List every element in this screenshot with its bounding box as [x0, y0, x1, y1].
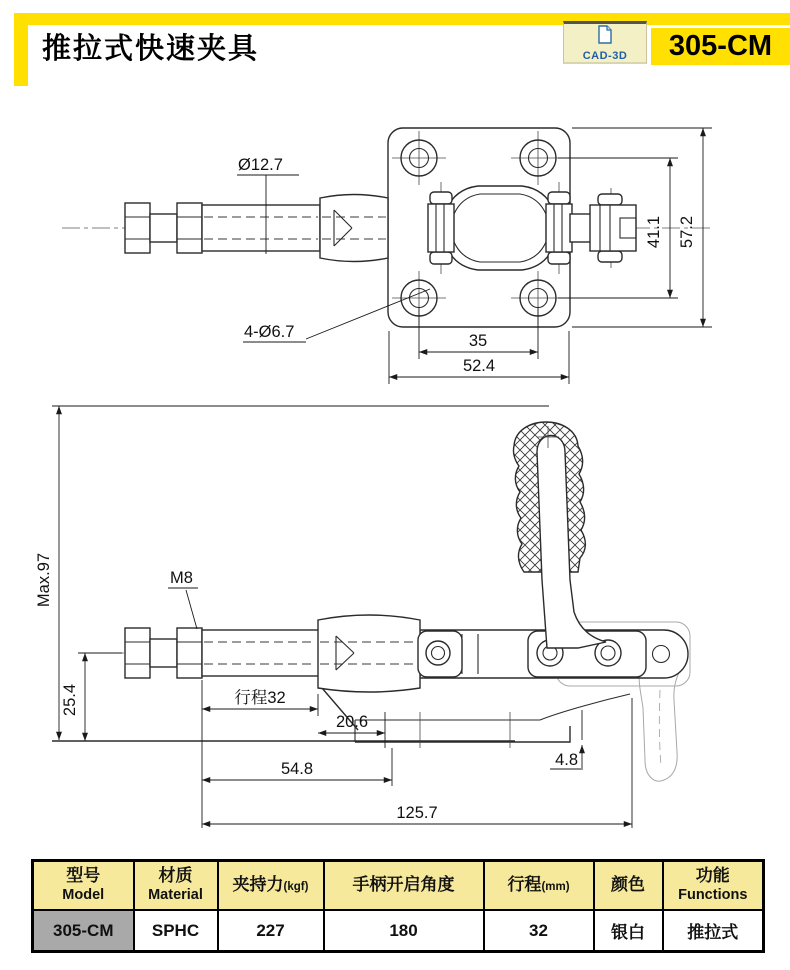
- col-model: 型号 Model: [33, 861, 134, 911]
- dim-mount-holes: 4-Ø6.7: [244, 323, 295, 341]
- spec-table-header-row: [33, 861, 764, 911]
- col-functions: 功能 Functions: [663, 861, 764, 911]
- cell-material: SPHC: [134, 910, 218, 952]
- spec-table: [31, 859, 765, 953]
- dim-hole-span: 41.1: [645, 215, 663, 249]
- col-holding-force: 夹持力(kgf): [218, 861, 324, 911]
- cell-function: 推拉式: [663, 910, 764, 952]
- cell-color: 银白: [594, 910, 663, 952]
- toggle-mechanism-top: [428, 182, 572, 274]
- cell-angle: 180: [324, 910, 484, 952]
- handle: [514, 422, 606, 648]
- barrel-side: [318, 615, 420, 692]
- cell-model: 305-CM: [33, 910, 134, 952]
- dim-hole-pitch: 35: [468, 332, 488, 350]
- side-view: [35, 406, 690, 828]
- dim-plate-height: 57.2: [678, 215, 696, 249]
- top-view: [62, 128, 712, 384]
- cad-3d-label: CAD-3D: [582, 49, 628, 62]
- barrel-top: [320, 195, 388, 262]
- col-color: 颜色: [594, 861, 663, 911]
- spindle-side: [125, 628, 320, 678]
- cell-force: 227: [218, 910, 324, 952]
- col-material: 材质 Material: [134, 861, 218, 911]
- dim-stroke: 行程32: [234, 689, 286, 707]
- spindle-top: [125, 203, 320, 253]
- dim-mid-length: 54.8: [280, 760, 314, 778]
- dim-thread: M8: [170, 569, 193, 587]
- dim-center-height: 25.4: [61, 683, 79, 717]
- clamp-base: [322, 688, 630, 748]
- col-stroke: 行程(mm): [484, 861, 594, 911]
- spec-table-data-row: [33, 910, 764, 952]
- dim-plate-width: 52.4: [462, 357, 496, 375]
- dim-rod-diameter: Ø12.7: [238, 156, 283, 174]
- dim-overall-length: 125.7: [396, 804, 438, 822]
- cell-stroke: 32: [484, 910, 594, 952]
- col-handle-angle: 手柄开启角度: [324, 861, 484, 911]
- model-badge: 305-CM: [651, 28, 790, 65]
- dim-pad-height: 4.8: [555, 751, 578, 769]
- dim-front-length: 20.6: [335, 713, 369, 731]
- clevis-rod-top: [570, 188, 636, 268]
- dim-max-height: Max.97: [35, 552, 53, 608]
- page-title: 推拉式快速夹具: [42, 33, 260, 65]
